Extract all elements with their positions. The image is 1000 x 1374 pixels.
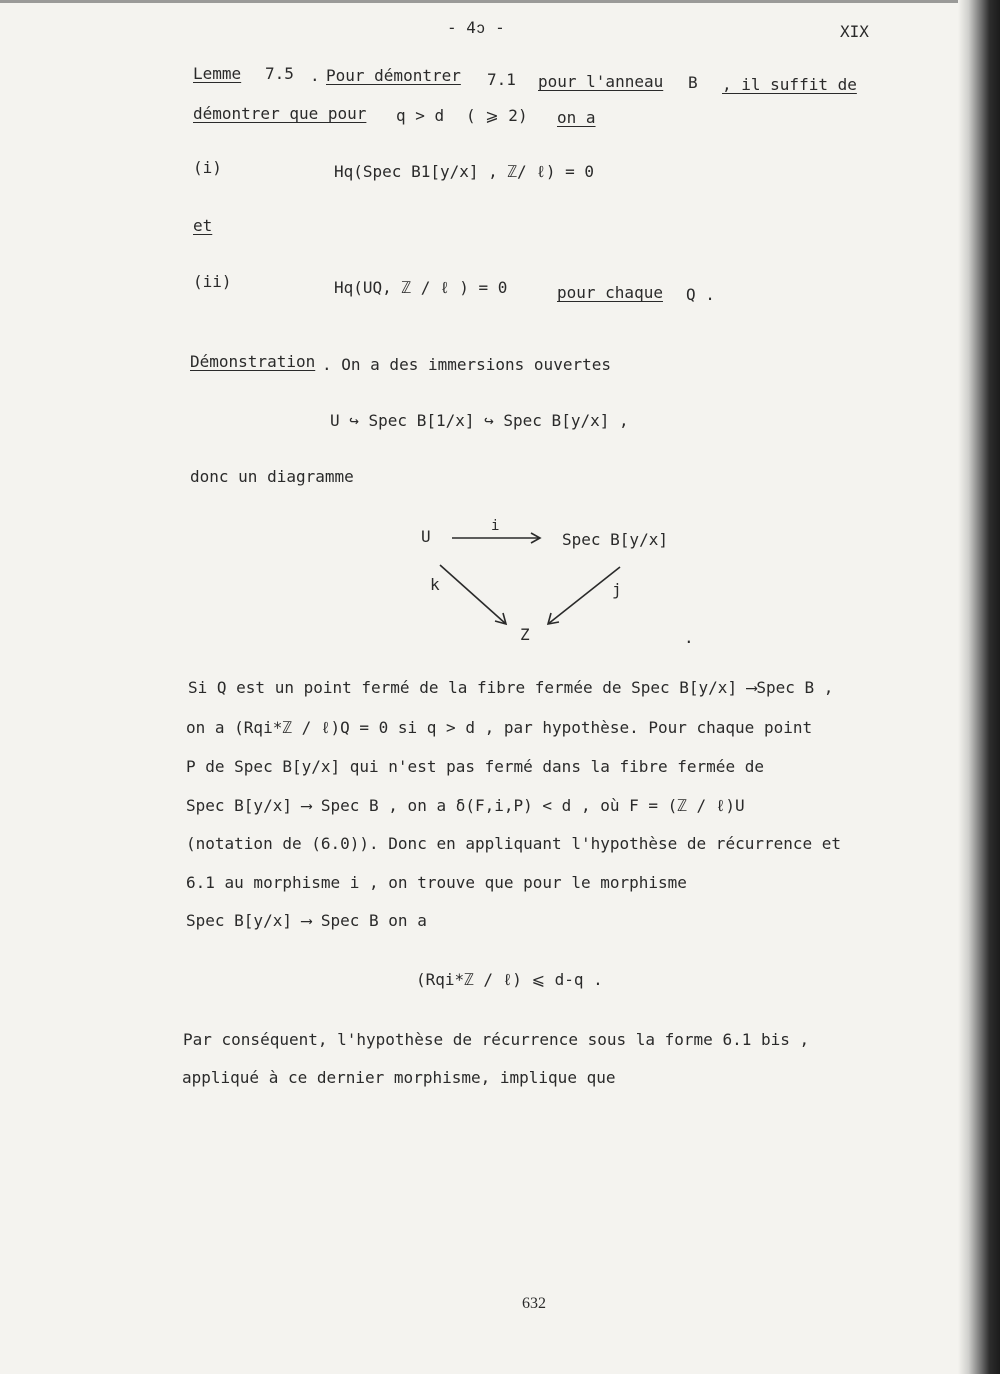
et-word: et [193,216,213,235]
arrow-j [548,567,620,624]
page-marker: - 4ↄ - [447,18,505,37]
donc-text: donc un diagramme [190,467,354,486]
body-line-7: Spec B[y/x] ⟶ Spec B on a [186,911,427,930]
lemma-on-a: on a [557,108,596,127]
diagram-U: U [421,527,431,546]
body-line-5: (notation de (6.0)). Donc en appliquant l'hypothèse de récurrence et [186,834,842,853]
diagram-j-label: j [612,580,622,599]
diagram-dot: . [684,628,694,647]
arrow-k [440,565,506,624]
diagram-k-label: k [430,575,440,594]
demo-label: Démonstration [190,352,316,371]
body-line-1: Si Q est un point fermé de la fibre fermée de Spec B[y/x] ⟶Spec B , [188,678,834,697]
item-ii-label: (ii) [193,272,232,291]
body-line-4: Spec B[y/x] ⟶ Spec B , on a δ(F,i,P) < d , où F = (ℤ / ℓ)U [186,796,745,815]
item-ii-formula: Hq(UQ, ℤ / ℓ ) = 0 [334,278,508,297]
diagram-Z: Z [520,625,530,644]
roman-numeral: XIX [840,22,869,41]
item-ii-Q: Q . [686,285,715,304]
item-ii-suffix: pour chaque [557,283,663,302]
lemma-ref: 7.1 [487,70,516,89]
conclusion-line-2: appliqué à ce dernier morphisme, implique que [182,1068,616,1087]
demo-text: . On a des immersions ouvertes [322,355,611,374]
lemma-label: Lemme [193,64,242,83]
lemma-text-3: , il suffit de [722,75,857,94]
lemma-condition-2: ( ⩾ 2) [466,106,528,125]
diagram-i-label: i [491,518,500,534]
inequality-formula: (Rqi*ℤ / ℓ) ⩽ d-q . [416,970,603,989]
page-number: 632 [522,1295,546,1312]
lemma-text-1: Pour démontrer [326,66,461,85]
body-line-3: P de Spec B[y/x] qui n'est pas fermé dans la fibre fermée de [186,757,764,776]
lemma-text-4: démontrer que pour [193,104,367,123]
lemma-sep: . [310,66,320,85]
conclusion-line-1: Par conséquent, l'hypothèse de récurrence sous la forme 6.1 bis , [183,1030,810,1049]
lemma-text-2: pour l'anneau [538,72,664,91]
item-i-formula: Hq(Spec B1[y/x] , ℤ/ ℓ) = 0 [334,162,595,181]
item-i-label: (i) [193,158,222,177]
body-line-6: 6.1 au morphisme i , on trouve que pour le morphisme [186,873,687,892]
lemma-ring: B [688,73,698,92]
lemma-condition: q > d [396,106,445,125]
body-line-2: on a (Rqi*ℤ / ℓ)Q = 0 si q > d , par hypothèse. Pour chaque point [186,718,813,737]
diagram-target: Spec B[y/x] [562,530,668,549]
lemma-number: 7.5 [265,64,294,83]
immersions-formula: U ↪ Spec B[1/x] ↪ Spec B[y/x] , [330,411,629,430]
